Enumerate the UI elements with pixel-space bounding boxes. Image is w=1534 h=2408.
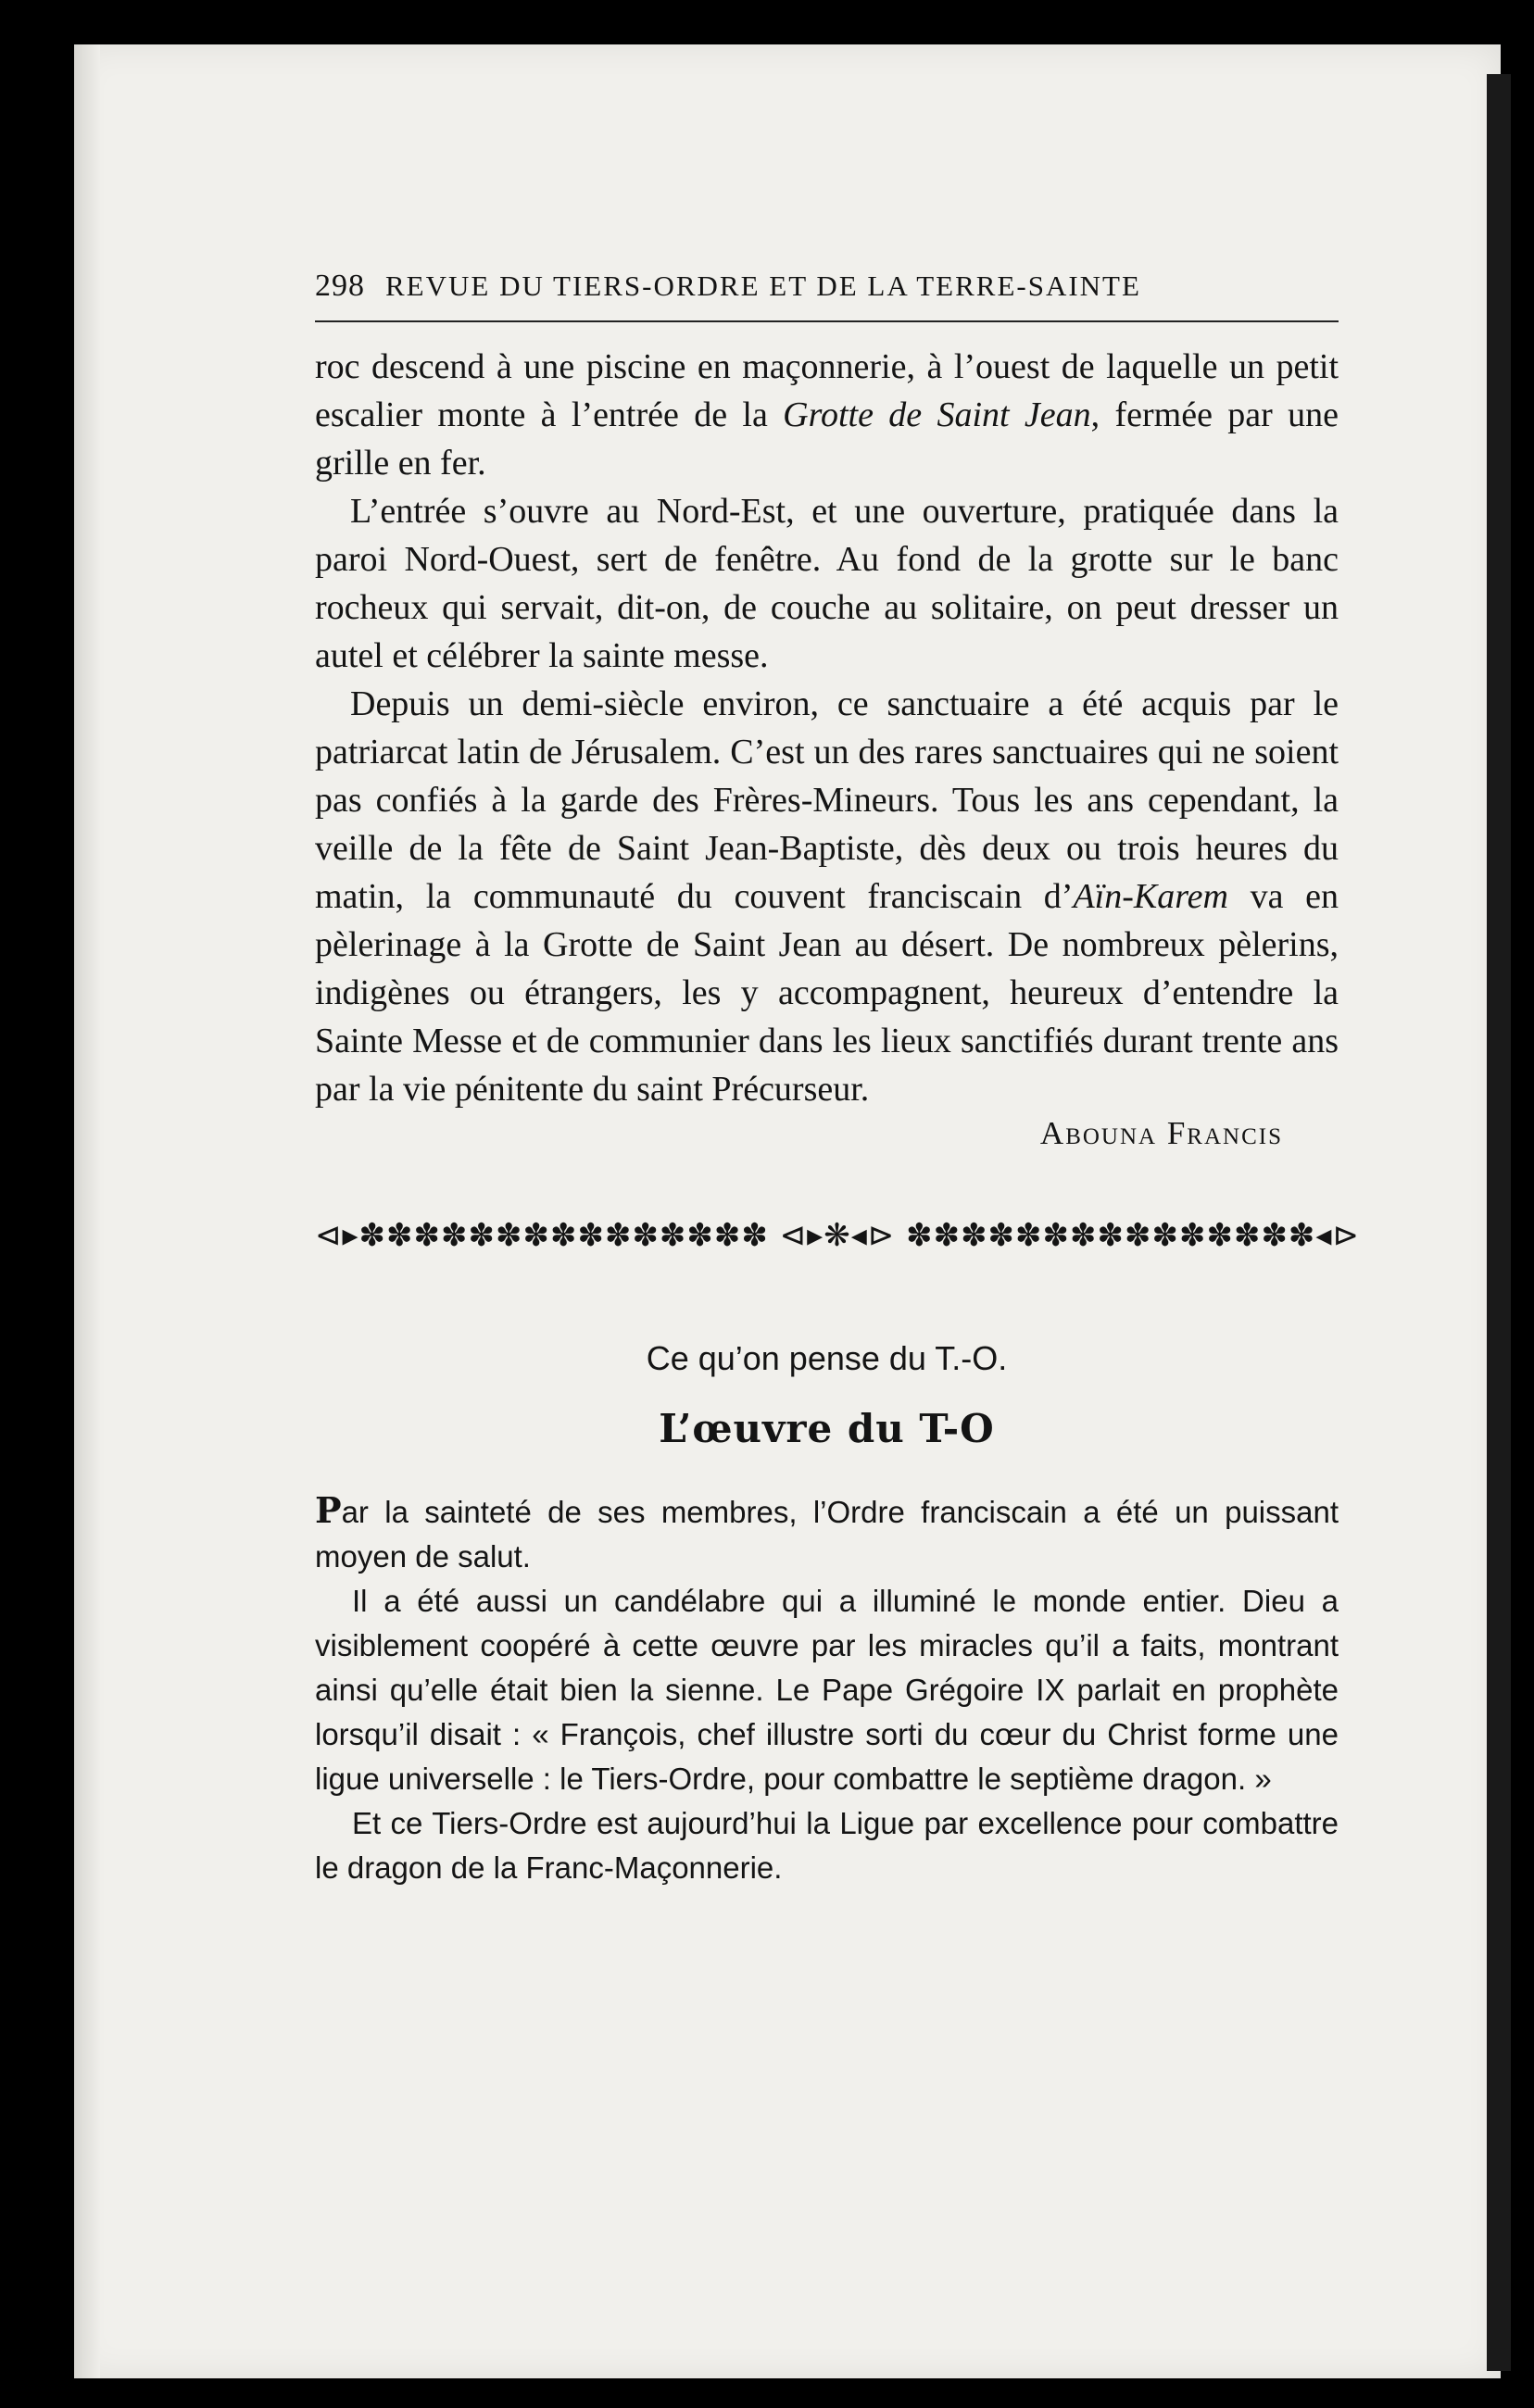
running-head bbox=[315, 269, 1339, 304]
paragraph-1 bbox=[315, 343, 1339, 487]
page-number: 298 bbox=[315, 269, 365, 303]
running-title: REVUE DU TIERS-ORDRE ET DE LA TERRE-SAINTE bbox=[385, 270, 1141, 302]
article2-paragraph-1 bbox=[315, 1488, 1339, 1579]
paragraph-1-text-b: , fermée par une grille en fer. bbox=[315, 395, 1339, 483]
author-signature: Abouna Francis bbox=[1039, 1115, 1283, 1151]
article2-paragraph-3: Et ce Tiers-Ordre est aujourd’hui la Ligue par excellence pour combattre le dragon de la Franc-Maçonnerie. bbox=[315, 1806, 1339, 1885]
page-gutter-shadow bbox=[74, 44, 100, 2378]
page-content bbox=[315, 269, 1360, 1890]
paragraph-1-text-a: roc descend à une piscine en maçonnerie, à l’ouest de laquelle un petit escalier monte à l’entrée de la bbox=[315, 347, 1339, 434]
paragraph-3-text-a: Depuis un demi-siècle environ, ce sanctuaire a été acquis par le patriarcat latin de Jérusalem. C’est un des rares sanctuaires qui ne soient pas confiés à la garde des Frères-Mineurs. Tous les ans cependant, la veille de la fête de Saint Jean-Baptiste, dès deux ou trois heures du matin, la communauté du couvent franciscain d’ bbox=[315, 684, 1339, 916]
next-page-edge bbox=[1487, 74, 1511, 2371]
decorative-ornament-divider: ⊲▸✽✽✽✽✽✽✽✽✽✽✽✽✽✽✽ ⊲▸❋◂⊳ ✽✽✽✽✽✽✽✽✽✽✽✽✽✽✽◂⊳ bbox=[315, 1217, 1360, 1254]
header-rule bbox=[315, 320, 1339, 322]
article2-paragraph-1-text: ar la sainteté de ses membres, l’Ordre franciscain a été un puissant moyen de salut. bbox=[315, 1495, 1339, 1574]
paragraph-1-italic: Grotte de Saint Jean bbox=[783, 395, 1091, 434]
paragraph-3-italic: Aïn-Karem bbox=[1073, 877, 1228, 916]
article2-paragraph-2: Il a été aussi un candélabre qui a illuminé le monde entier. Dieu a visiblement coopéré à cette œuvre par les miracles qu’il a faits, montrant ainsi qu’elle était bien la sienne. Le Pape Grégoire IX parlait en prophète lorsqu’il disait : « François, chef illustre sorti du cœur du Christ forme une ligue universelle : le Tiers-Ordre, pour combattre le septième dragon. » bbox=[315, 1584, 1339, 1796]
section-subtitle: L’œuvre du T-O bbox=[659, 1406, 995, 1451]
drop-cap: P bbox=[315, 1489, 342, 1531]
paragraph-3-text-b: va en pèlerinage à la Grotte de Saint Jean au désert. De nombreux pèlerins, indigènes ou étrangers, les y accompagnent, heureux d’entendre la Sainte Messe et de communier dans les lieux sanctifiés durant trente ans par la vie pénitente du saint Précurseur. bbox=[315, 877, 1339, 1109]
section-title: Ce qu’on pense du T.-O. bbox=[646, 1339, 1008, 1377]
paragraph-2: L’entrée s’ouvre au Nord-Est, et une ouverture, pratiquée dans la paroi Nord-Ouest, sert de fenêtre. Au fond de la grotte sur le banc rocheux qui servait, dit-on, de couche au solitaire, on peut dresser un autel et célébrer la sainte messe. bbox=[315, 492, 1339, 675]
paragraph-3 bbox=[315, 680, 1339, 1113]
